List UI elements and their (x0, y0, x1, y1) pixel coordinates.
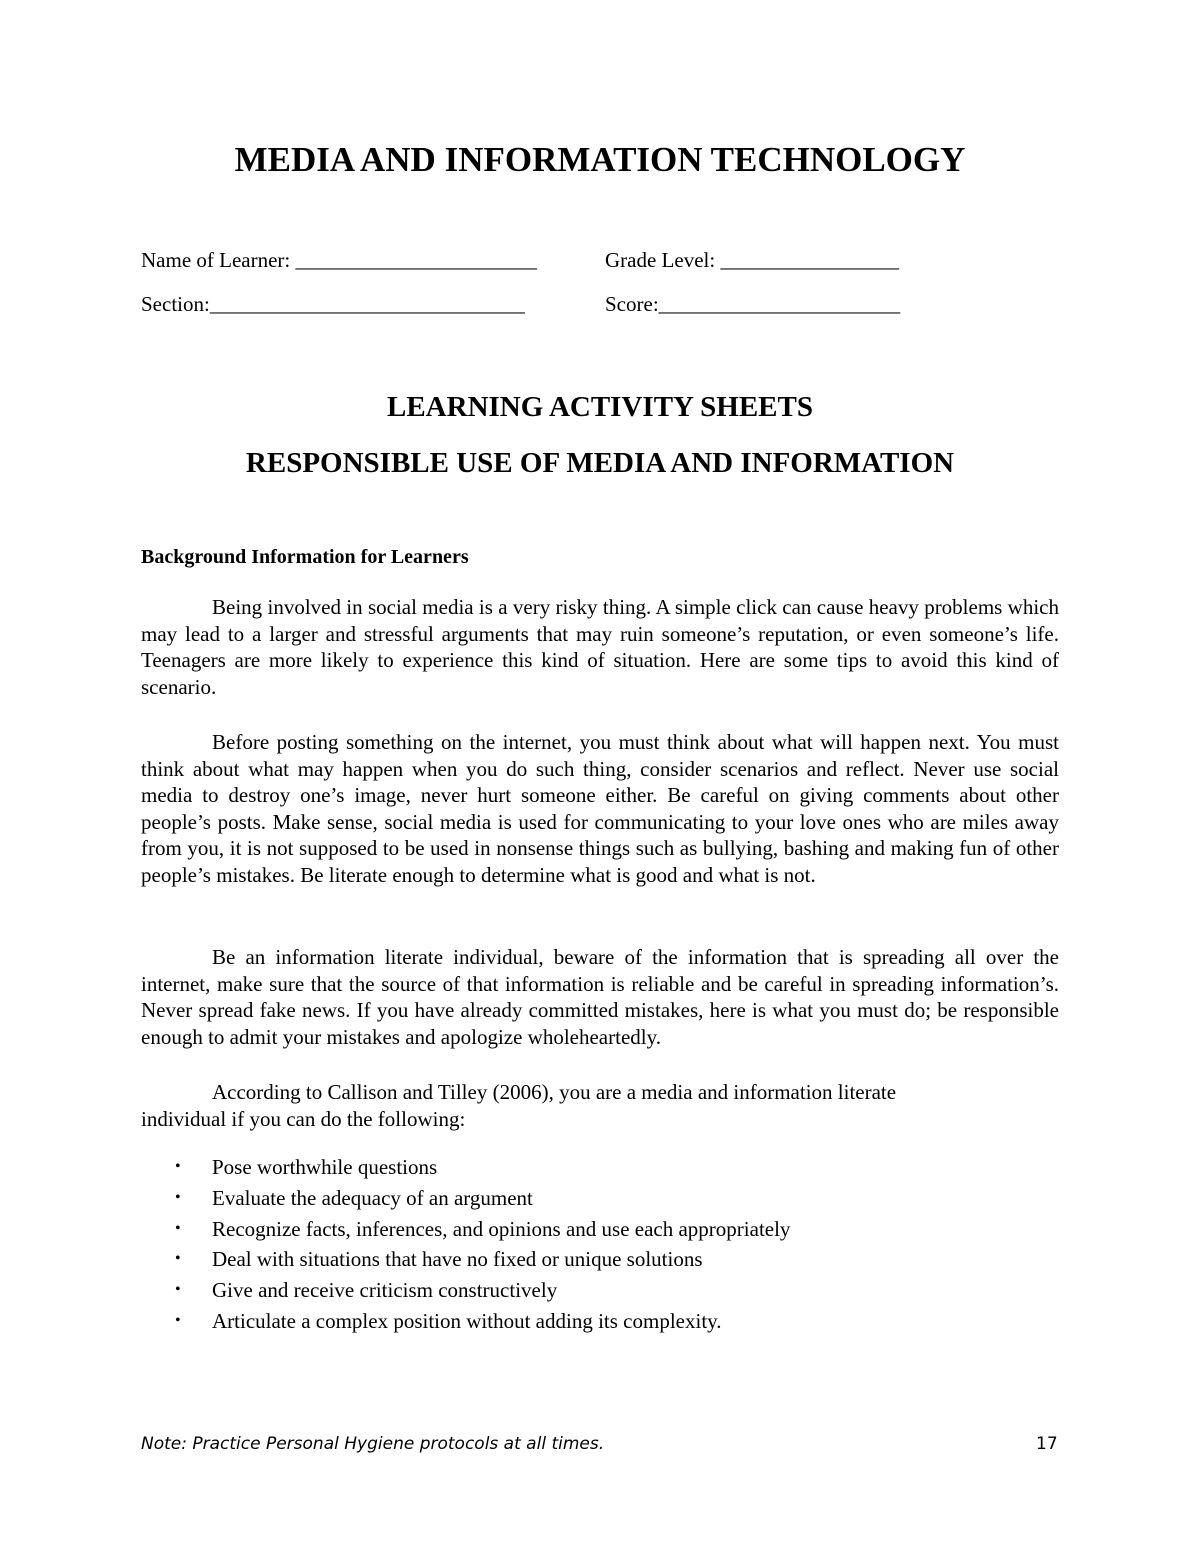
bullet-icon: • (175, 1219, 181, 1237)
bullet-icon: • (175, 1250, 181, 1268)
list-item (141, 1183, 790, 1214)
list-item (141, 1244, 790, 1275)
list-item (141, 1152, 790, 1183)
list-item-text: Evaluate the adequacy of an argument (212, 1185, 533, 1210)
paragraph: Be an information literate individual, beware of the information that is spreading all over the internet, make sure that the source of that information is reliable and be careful in spreading information’s. Never spread fake news. If you have already committed mistakes, here is what you must do; be responsible enough to admit your mistakes and apologize wholeheartedly. (141, 945, 1059, 1049)
paragraph: Being involved in social media is a very risky thing. A simple click can cause heavy problems which may lead to a larger and stressful arguments that may ruin someone’s reputation, or even someone’s life. Teenagers are more likely to experience this kind of situation. Here are some tips to avoid this kind of scenario. (141, 595, 1059, 699)
list-item-text: Give and receive criticism constructively (212, 1278, 558, 1303)
bullet-list (141, 1152, 790, 1337)
bullet-icon: • (175, 1158, 181, 1175)
bullet-icon: • (175, 1311, 181, 1329)
section-heading: Background Information for Learners (141, 546, 469, 568)
document-title: MEDIA AND INFORMATION TECHNOLOGY (234, 140, 966, 179)
bullet-icon: • (175, 1188, 181, 1206)
list-item-text: Recognize facts, inferences, and opinions and use each appropriately (212, 1216, 791, 1241)
list-item-text: Articulate a complex position without adding its complexity. (212, 1308, 722, 1333)
page-number: 17 (1036, 1434, 1058, 1454)
bullet-icon: • (175, 1281, 181, 1299)
paragraph: Before posting something on the internet, you must think about what will happen next. You must think about what may happen when you do such thing, consider scenarios and reflect. Never use social media to destroy one’s image, never hurt someone either. Be careful on giving comments about other people’s posts. Make sense, social media is used for communicating to your love ones who are miles away from you, it is not supposed to be used in nonsense things such as bullying, bashing and making fun of other people’s mistakes. Be literate enough to determine what is good and what is not. (141, 730, 1059, 887)
paragraph: According to Callison and Tilley (2006), you are a media and information literate individual if you can do the following: (141, 1080, 897, 1131)
list-item (141, 1306, 790, 1337)
activity-title: LEARNING ACTIVITY SHEETS (387, 391, 813, 423)
score-field: Score:_______________________ (605, 292, 901, 316)
list-item (141, 1275, 790, 1306)
list-item (141, 1214, 790, 1245)
footer-note: Note: Practice Personal Hygiene protocols at all times. (141, 1434, 605, 1454)
grade-level-field: Grade Level: _________________ (605, 248, 899, 272)
section-field: Section:______________________________ (141, 292, 525, 316)
list-item-text: Pose worthwhile questions (212, 1155, 438, 1179)
name-of-learner-field: Name of Learner: _______________________ (141, 248, 537, 272)
activity-subtitle: RESPONSIBLE USE OF MEDIA AND INFORMATION (245, 447, 955, 479)
list-item-text: Deal with situations that have no fixed or unique solutions (212, 1247, 703, 1272)
